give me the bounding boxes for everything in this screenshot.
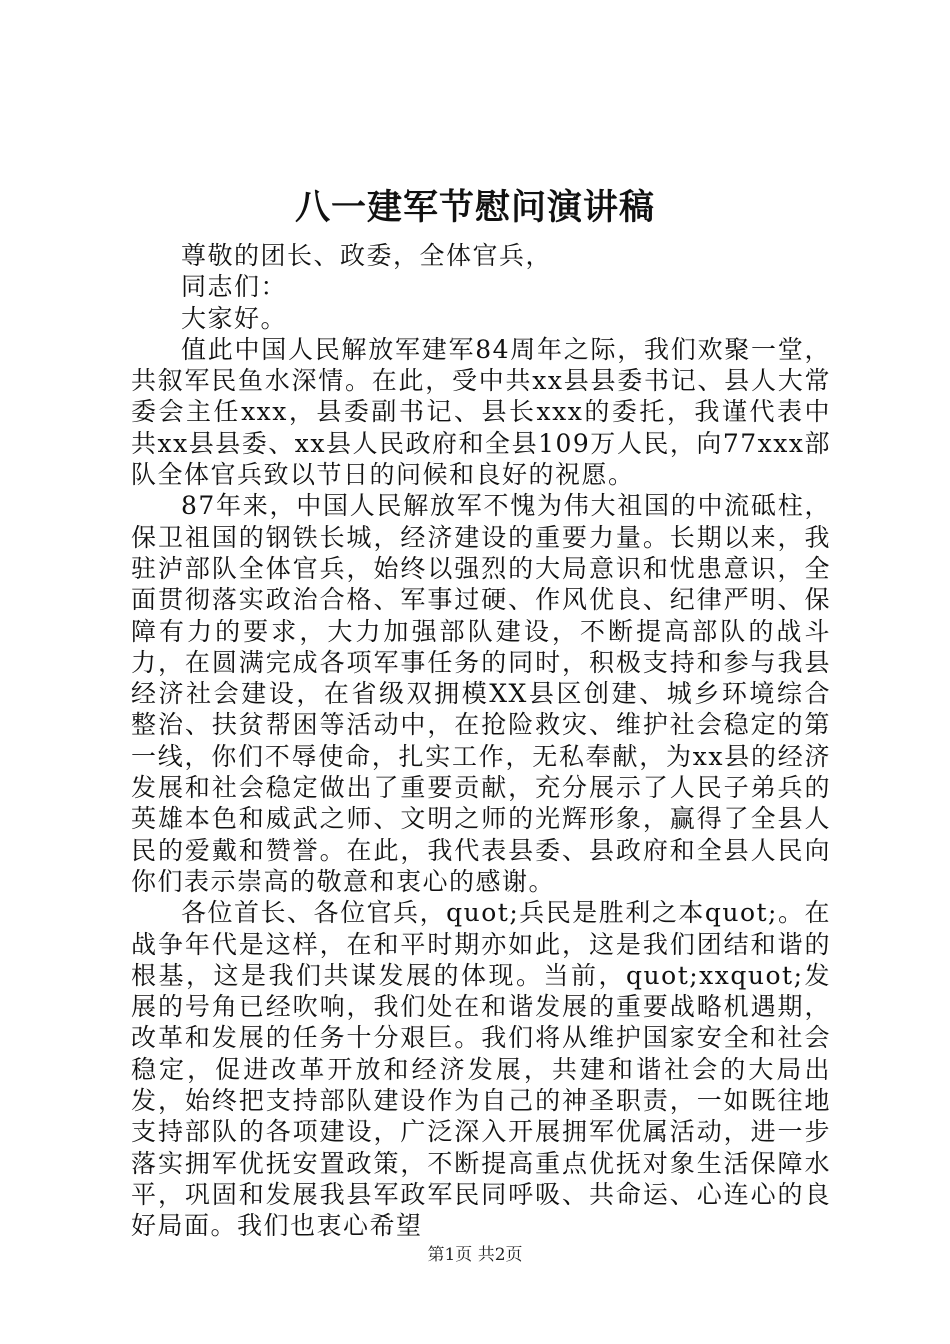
salutation-line: 同志们： [181,272,288,302]
document-title: 八一建军节慰问演讲稿 [294,187,655,228]
salutation-line: 尊敬的团长、政委，全体官兵， [181,241,553,270]
body-paragraph: 值此中国人民解放军建军84周年之际，我们欢聚一堂，共叙军民鱼水深情。在此，受中共xx县县委书记、县人大常委会主任xxx，县委副书记、县长xxx的委托，我谨代表中共xx县县委、xx县人民政府和全县109万人民，向77xxx部队全体官兵致以节日的问候和良好的祝愿。 [131,334,831,490]
body-paragraph: 各位首长、各位官兵，quot;兵民是胜利之本quot;。在战争年代是这样，在和平时期亦如此，这是我们团结和谐的根基，这是我们共谋发展的体现。当前，quot;xxquot;发展的号角已经吹响，我们处在和谐发展的重要战略机遇期，改革和发展的任务十分艰巨。我们将从维护国家安全和社会稳定，促进改革开放和经济发展，共建和谐社会的大局出发，始终把支持部队建设作为自己的神圣职责，一如既往地支持部队的各项建设，广泛深入开展拥军优属活动，进一步落实拥军优抚安置政策，不断提高重点优抚对象生活保障水平，巩固和发展我县军政军民同呼吸、共命运、心连心的良好局面。我们也衷心希望 [131,898,831,1241]
document-body [131,240,831,1242]
page-footer: 第1页 共2页 [427,1245,523,1265]
body-paragraph: 87年来，中国人民解放军不愧为伟大祖国的中流砥柱，保卫祖国的钢铁长城，经济建设的重要力量。长期以来，我驻泸部队全体官兵，始终以强烈的大局意识和忧患意识，全面贯彻落实政治合格、军事过硬、作风优良、纪律严明、保障有力的要求，大力加强部队建设，不断提高部队的战斗力，在圆满完成各项军事任务的同时，积极支持和参与我县经济社会建设，在省级双拥模XX县区创建、城乡环境综合整治、扶贫帮困等活动中，在抢险救灾、维护社会稳定的第一线，你们不辱使命，扎实工作，无私奉献，为xx县的经济发展和社会稳定做出了重要贡献，充分展示了人民子弟兵的英雄本色和威武之师、文明之师的光辉形象，赢得了全县人民的爱戴和赞誉。在此，我代表县委、县政府和全县人民向你们表示崇高的敬意和衷心的感谢。 [131,491,831,896]
greeting-line: 大家好。 [181,303,288,333]
